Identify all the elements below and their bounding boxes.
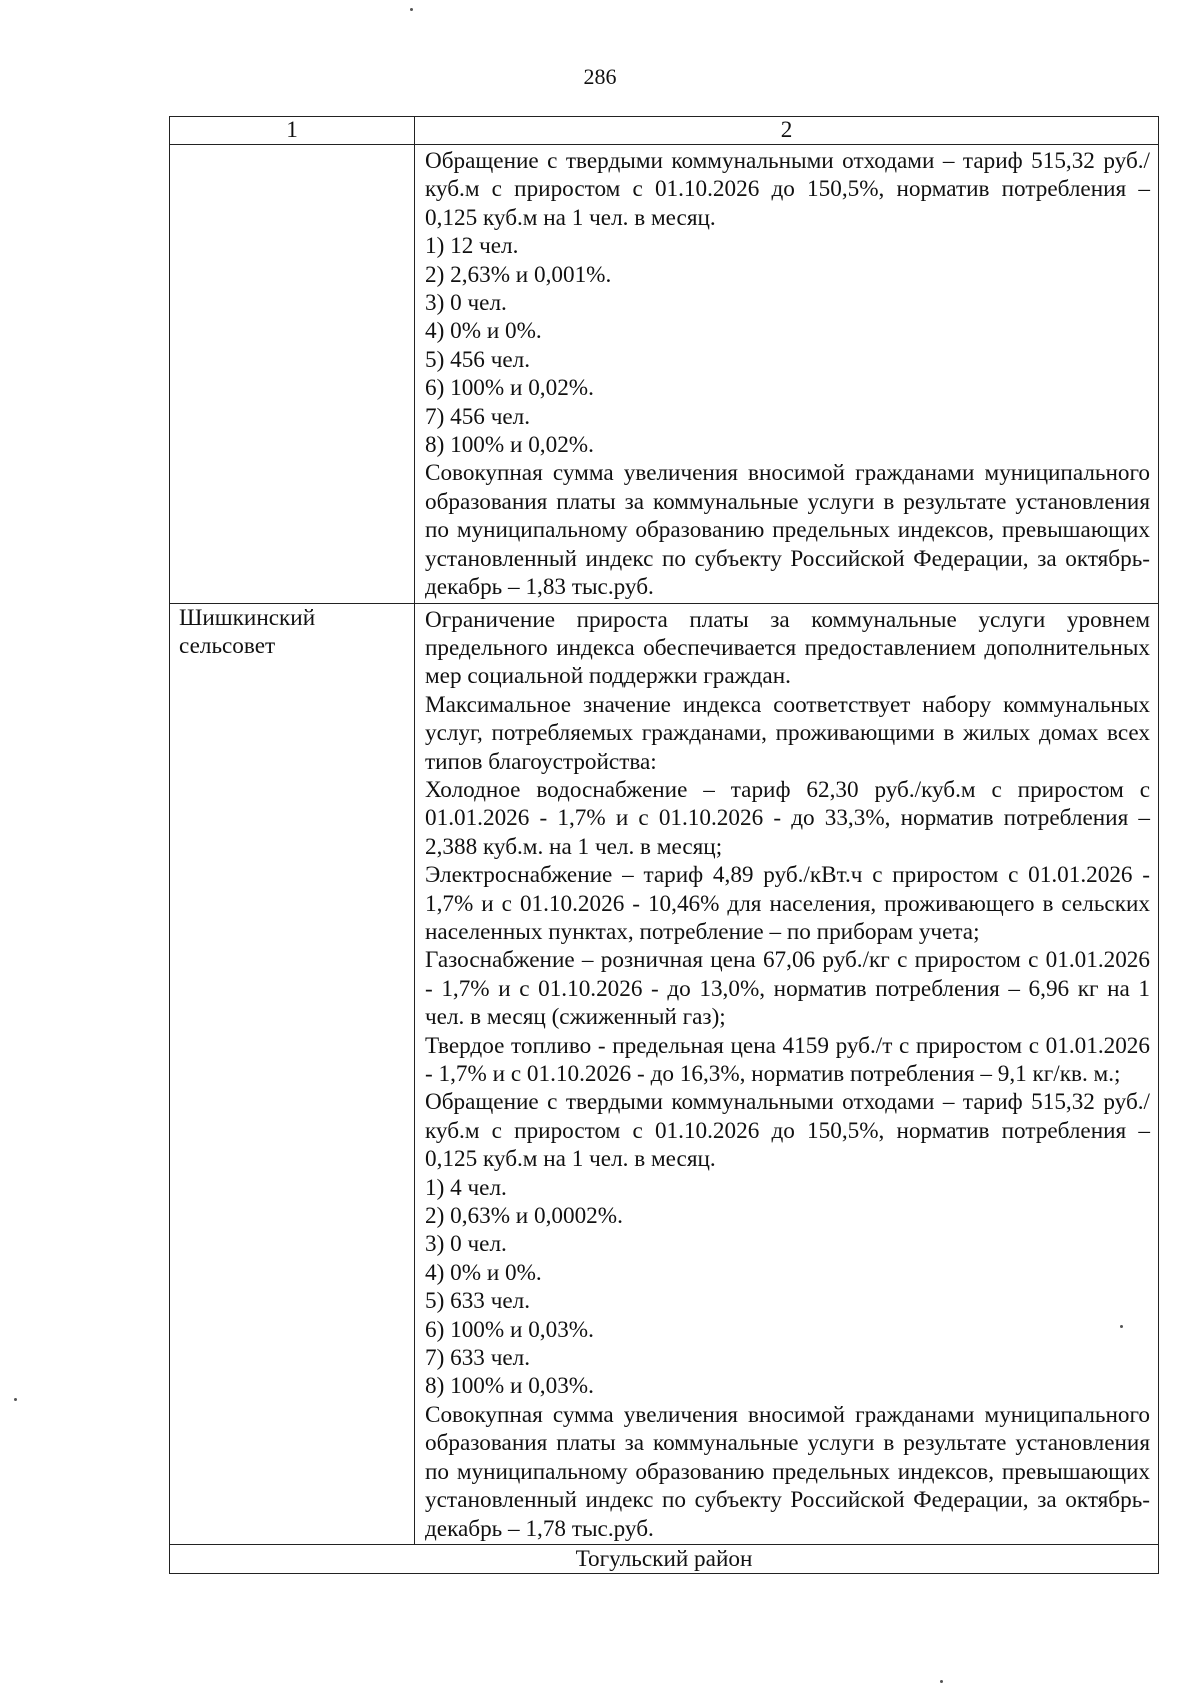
paragraph: Ограничение прироста платы за коммунальные услуги уровнем предельного индекса обеспечивается предоставлением дополнительных мер социальной поддержки граждан. <box>425 606 1150 690</box>
paragraph: Твердое топливо - предельная цена 4159 руб./т с приростом с 01.01.2026 - 1,7% и с 01.10.2026 - до 16,3%, норматив потребления – 9,1 кг/кв. м.; <box>425 1032 1150 1087</box>
column-header-1: 1 <box>170 117 415 145</box>
list-item: 6) 100% и 0,03%. <box>425 1316 594 1343</box>
paragraph: Электроснабжение – тариф 4,89 руб./кВт.ч с приростом с 01.01.2026 - 1,7% и с 01.10.2026 - 10,46% для населения, проживающего в сельских населенных пунктах, потребление – по приборам учета; <box>425 862 1150 945</box>
scan-speck <box>1120 1325 1123 1328</box>
scan-speck <box>410 8 413 11</box>
list-item: 4) 0% и 0%. <box>425 1259 542 1286</box>
district-heading: Тогульский район <box>170 1544 1159 1573</box>
list-item: 3) 0 чел. <box>425 1231 507 1258</box>
municipality-cell <box>170 145 415 604</box>
tariff-table <box>169 116 1159 1574</box>
table-row <box>170 603 1159 1544</box>
list-item: 1) 4 чел. <box>425 1174 507 1201</box>
list-item: 5) 633 чел. <box>425 1288 531 1315</box>
list-item: 7) 456 чел. <box>425 403 531 430</box>
list-item: 3) 0 чел. <box>425 290 507 317</box>
paragraph: Обращение с твердыми коммунальными отходами – тариф 515,32 руб./куб.м с приростом с 01.10.2026 до 150,5%, норматив потребления – 0,125 куб.м на 1 чел. в месяц. <box>425 148 1150 231</box>
list-item: 8) 100% и 0,02%. <box>425 432 594 459</box>
scan-speck <box>14 1398 17 1401</box>
list-item: 2) 2,63% и 0,001%. <box>425 261 612 288</box>
list-item: 5) 456 чел. <box>425 346 531 373</box>
list-item: 2) 0,63% и 0,0002%. <box>425 1203 623 1230</box>
column-header-2: 2 <box>415 117 1159 145</box>
paragraph-group <box>425 147 1150 232</box>
description-cell <box>415 603 1159 1544</box>
table-header-row <box>170 117 1159 145</box>
description-cell <box>415 145 1159 604</box>
municipality-cell: Шишкинский сельсовет <box>170 603 415 1544</box>
numbered-list <box>425 1174 1150 1401</box>
paragraph-group <box>425 606 1150 1174</box>
table-footer-row <box>170 1544 1159 1573</box>
summary-paragraph: Совокупная сумма увеличения вносимой гражданами муниципального образования платы за коммунальные услуги в результате установления по муниципальному образованию предельных индексов, превышающих установленный индекс по субъекту Российской Федерации, за октябрь-декабрь – 1,78 тыс.руб. <box>425 1401 1150 1542</box>
list-item: 6) 100% и 0,02%. <box>425 375 594 402</box>
list-item: 8) 100% и 0,03%. <box>425 1373 594 1400</box>
numbered-list <box>425 232 1150 459</box>
page-number: 286 <box>583 64 617 89</box>
table-row <box>170 145 1159 604</box>
paragraph: Максимальное значение индекса соответствует набору коммунальных услуг, потребляемых гражданами, проживающими в жилых домах всех типов благоустройства: <box>425 691 1150 775</box>
summary-paragraph: Совокупная сумма увеличения вносимой гражданами муниципального образования платы за коммунальные услуги в результате установления по муниципальному образованию предельных индексов, превышающих установленный индекс по субъекту Российской Федерации, за октябрь-декабрь – 1,83 тыс.руб. <box>425 460 1150 601</box>
paragraph: Газоснабжение – розничная цена 67,06 руб./кг с приростом с 01.01.2026 - 1,7% и с 01.10.2026 - до 13,0%, норматив потребления – 6,96 кг на 1 чел. в месяц (сжиженный газ); <box>425 947 1150 1031</box>
paragraph: Обращение с твердыми коммунальными отходами – тариф 515,32 руб./куб.м с приростом с 01.10.2026 до 150,5%, норматив потребления – 0,125 куб.м на 1 чел. в месяц. <box>425 1089 1150 1173</box>
list-item: 7) 633 чел. <box>425 1345 531 1372</box>
list-item: 1) 12 чел. <box>425 233 519 260</box>
list-item: 4) 0% и 0%. <box>425 318 542 345</box>
scan-speck <box>940 1680 943 1683</box>
paragraph: Холодное водоснабжение – тариф 62,30 руб./куб.м с приростом с 01.01.2026 - 1,7% и с 01.10.2026 - до 33,3%, норматив потребления – 2,388 куб.м. на 1 чел. в месяц; <box>425 776 1150 860</box>
